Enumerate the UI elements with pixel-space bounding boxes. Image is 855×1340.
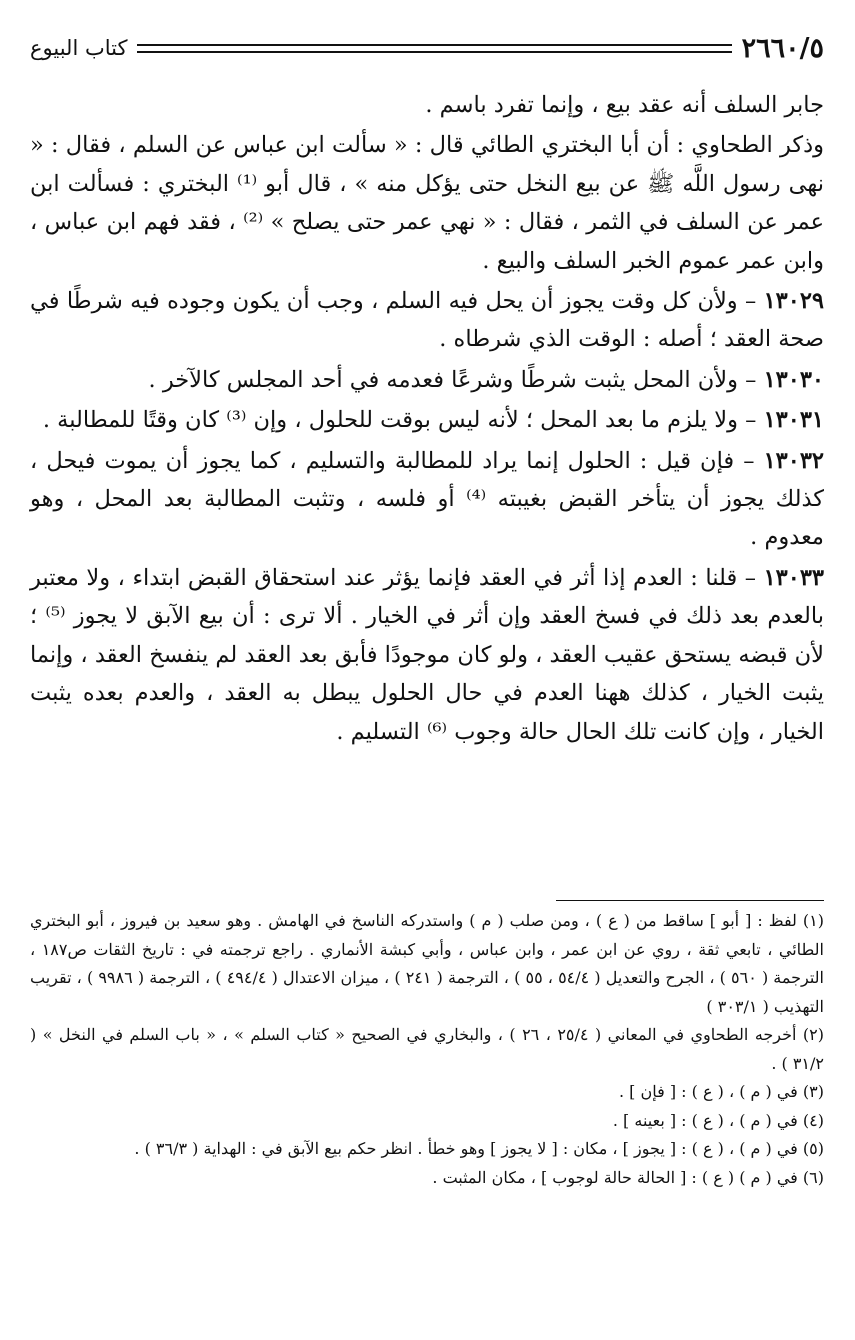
- footnote: (٥) في ( م ) ، ( ع ) : [ يجوز ] ، مكان : [ لا يجوز ] وهو خطأ . انظر حكم بيع الآبق في : الهداية ( ٣٦/٣ ) .: [134, 1139, 824, 1158]
- book-page: [30, 28, 824, 1318]
- footnote: (٦) في ( م ) ( ع ) : [ الحالة حالة لوجوب ] ، مكان المثبت .: [432, 1167, 824, 1187]
- issue-number: ١٣٠٣٠: [763, 366, 824, 393]
- book-title: كتاب البيوع: [30, 36, 128, 60]
- issue-number: ١٣٠٣٣: [763, 564, 824, 591]
- paragraph-text: – ولا يلزم ما بعد المحل ؛ لأنه ليس بوقت للحلول ، وإن ⁽³⁾ كان وقتًا للمطالبة .: [42, 407, 764, 434]
- paragraph-text: – ولأن كل وقت يجوز أن يحل فيه السلم ، وجب أن يكون وجوده فيه شرطًا في صحة العقد ؛ أصله : الوقت الذي شرطاه .: [30, 288, 824, 353]
- issue-number: ١٣٠٢٩: [763, 288, 824, 315]
- footnote-divider: [556, 900, 824, 901]
- footnote: (٤) في ( م ) ، ( ع ) : [ بعينه ] .: [612, 1110, 824, 1130]
- main-text: [30, 86, 824, 751]
- paragraph-text: – ولأن المحل يثبت شرطًا وشرعًا فعدمه في أحد المجلس كالآخر .: [148, 366, 764, 393]
- footnotes: [30, 900, 824, 1192]
- page-number: ٢٦٦٠/٥: [741, 32, 824, 64]
- paragraph: جابر السلف أنه عقد بيع ، وإنما تفرد باسم .: [425, 92, 824, 118]
- footnote: (٣) في ( م ) ، ( ع ) : [ فإن ] .: [618, 1082, 824, 1101]
- paragraph: [30, 559, 824, 751]
- footnote: (١) لفظ : [ أبو ] ساقط من ( ع ) ، ومن صلب ( م ) واستدركه الناسخ في الهامش . وهو سعيد بن فيروز ، أبو البختري الطائي ، تابعي ثقة ، روي عن ابن عمر ، وابن عباس ، وأبي كبشة الأنماري . راجع ترجمته في : تاريخ الثقات ص١٨٧ ، الترجمة ( ٥٦٠ ) ، الجرح والتعديل ( ٥٤/٤ ، ٥٥ ) ، الترجمة ( ٢٤١ ) ، ميزان الاعتدال ( ٤٩٤/٤ ) ، الترجمة ( ٩٩٨٦ ) ، تقريب التهذيب ( ٣٠٣/١ ): [30, 911, 825, 1016]
- header-rule: [137, 44, 731, 53]
- paragraph: [30, 401, 824, 439]
- paragraph: [30, 282, 824, 359]
- paragraph-text: – قلنا : العدم إذا أثر في العقد فإنما يؤثر عند استحقاق القبض ابتداء ، ولا معتبر بالعدم بعد ذلك في فسخ العقد وإن أثر في الخيار . ألا ترى : أن بيع الآبق لا يجوز ⁽⁵⁾ ؛ لأن قبضه يستحق عقيب العقد ، ولو كان موجودًا فأبق بعد العقد لم ينفسخ العقد ، وإنما يثبت الخيار ، كذلك ههنا العدم في حال الحلول يبطل به العقد ، والعدم بعده يثبت الخيار ، وإن كانت تلك الحال حالة وجوب ⁽⁶⁾ التسليم .: [30, 564, 824, 745]
- footnote: (٢) أخرجه الطحاوي في المعاني ( ٢٥/٤ ، ٢٦ ) ، والبخاري في الصحيح « كتاب السلم » ، « باب السلم في النخل » ( ٣١/٢ ) .: [30, 1025, 825, 1073]
- paragraph: [30, 361, 824, 399]
- issue-number: ١٣٠٣٢: [763, 447, 824, 474]
- issue-number: ١٣٠٣١: [763, 407, 824, 434]
- paragraph: وذكر الطحاوي : أن أبا البختري الطائي قال : « سألت ابن عباس عن السلم ، فقال : « نهى رسول اللَّه ﷺ عن بيع النخل حتى يؤكل منه » ، قال أبو ⁽¹⁾ البختري : فسألت ابن عمر عن السلف في الثمر ، فقال : « نهي عمر حتى يصلح » ⁽²⁾ ، فقد فهم ابن عباس ، وابن عمر عموم الخبر السلف والبيع .: [30, 132, 824, 274]
- paragraph: [30, 442, 824, 557]
- page-header: [30, 28, 824, 68]
- paragraph-text: – فإن قيل : الحلول إنما يراد للمطالبة والتسليم ، كما يجوز أن يموت فيحل ، كذلك يجوز أن يتأخر القبض بغيبته ⁽⁴⁾ أو فلسه ، وتثبت المطالبة بعد المحل ، وهو معدوم .: [30, 447, 824, 551]
